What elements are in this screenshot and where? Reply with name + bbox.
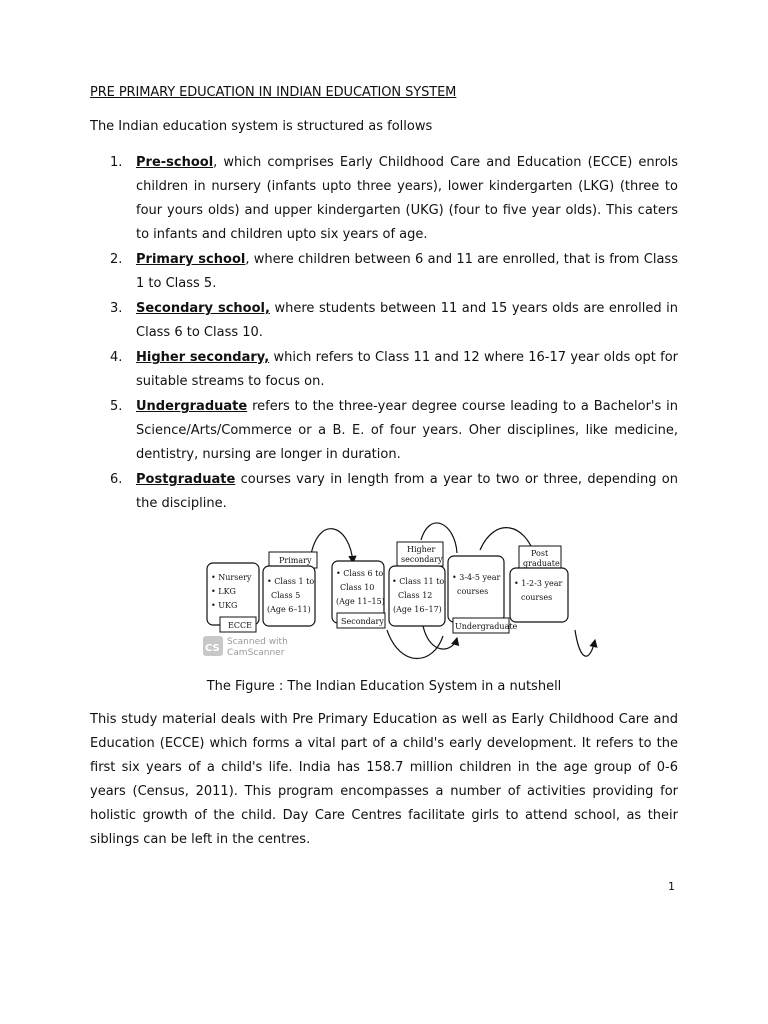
secondary-tag: Secondary bbox=[341, 617, 384, 626]
higher-line: (Age 16–17) bbox=[393, 605, 442, 614]
arc-arrow bbox=[387, 630, 443, 659]
page-number: 1 bbox=[668, 880, 675, 893]
list-number: 4. bbox=[110, 350, 123, 365]
undergraduate-line: • 3-4-5 year bbox=[452, 573, 501, 582]
list-item bbox=[110, 346, 678, 394]
list-text: refers to the three-year degree course leading to a Bachelor's in Science/Arts/Commerce or a B. E. of four years. Oher disciplines, like medicine, dentistry, nursing are longer in duration. bbox=[136, 399, 678, 462]
list-term: Secondary school, bbox=[136, 301, 270, 316]
ecce-tag: ECCE bbox=[228, 621, 252, 630]
postgraduate-line: • 1-2-3 year bbox=[514, 579, 563, 588]
higher-line: Class 12 bbox=[398, 591, 433, 600]
undergraduate-line: courses bbox=[457, 587, 489, 596]
secondary-line: (Age 11–15) bbox=[336, 597, 385, 606]
list-item bbox=[110, 297, 678, 345]
list-number: 5. bbox=[110, 399, 123, 414]
higher-line: • Class 11 to bbox=[392, 577, 445, 586]
primary-line: • Class 1 to bbox=[267, 577, 315, 586]
list-term: Pre-school bbox=[136, 155, 214, 170]
list-term: Undergraduate bbox=[136, 399, 248, 414]
list-number: 3. bbox=[110, 301, 123, 316]
list-number: 1. bbox=[110, 155, 123, 170]
figure-caption: The Figure : The Indian Education System in a nutshell bbox=[206, 679, 562, 694]
list-term: Higher secondary, bbox=[136, 350, 270, 365]
list-term: Primary school bbox=[136, 252, 246, 267]
ecce-line: • Nursery bbox=[211, 573, 252, 582]
intro-text: The Indian education system is structured as follows bbox=[90, 119, 433, 134]
list-text: , which comprises Early Childhood Care and Education (ECCE) enrols children in nursery (infants upto three years), lower kindergarten (LKG) (three to four yours olds) and upper kindergarten (UKG) (four to five year olds). This caters to infants and children upto six years of age. bbox=[136, 155, 678, 242]
postgraduate-line: courses bbox=[521, 593, 553, 602]
primary-line: Class 5 bbox=[271, 591, 301, 600]
list-number: 2. bbox=[110, 252, 123, 267]
list-text: which refers to Class 11 and 12 where 16-17 year olds opt for suitable streams to focus on. bbox=[136, 350, 678, 389]
watermark-text: CamScanner bbox=[227, 648, 285, 658]
watermark-logo: CS bbox=[205, 643, 220, 654]
list-item bbox=[110, 151, 678, 247]
undergraduate-tag: Undergraduate bbox=[455, 622, 518, 631]
education-stages-list bbox=[110, 151, 678, 517]
education-system-figure bbox=[195, 518, 695, 668]
watermark-text: Scanned with bbox=[227, 637, 288, 647]
list-item bbox=[110, 468, 678, 516]
secondary-line: • Class 6 to bbox=[336, 569, 384, 578]
list-item bbox=[110, 248, 678, 296]
primary-line: (Age 6–11) bbox=[267, 605, 311, 614]
list-term: Postgraduate bbox=[136, 472, 236, 487]
list-text: courses vary in length from a year to two or three, depending on the discipline. bbox=[136, 472, 678, 511]
ecce-line: • UKG bbox=[211, 601, 238, 610]
list-text: , where children between 6 and 11 are enrolled, that is from Class 1 to Class 5. bbox=[136, 252, 678, 291]
list-number: 6. bbox=[110, 472, 123, 487]
arc-arrow bbox=[423, 626, 457, 649]
list-item bbox=[110, 395, 678, 467]
postgraduate-tag-line: graduate bbox=[523, 559, 560, 568]
list-text: where students between 11 and 15 years olds are enrolled in Class 6 to Class 10. bbox=[136, 301, 678, 340]
arc-arrow bbox=[575, 630, 595, 656]
secondary-line: Class 10 bbox=[340, 583, 375, 592]
body-paragraph: This study material deals with Pre Primary Education as well as Early Childhood Care and Education (ECCE) which forms a vital part of a child's early development. It refers to the first six years of a child's life. India has 158.7 million children in the age group of 0-6 years (Census, 2011). This program encompasses a number of activities providing for holistic growth of the child. Day Care Centres facilitate girls to attend school, as their siblings can be left in the centres. bbox=[90, 712, 678, 847]
higher-tag-line: Higher bbox=[407, 545, 436, 554]
postgraduate-tag-line: Post bbox=[531, 549, 549, 558]
page-title: PRE PRIMARY EDUCATION IN INDIAN EDUCATION SYSTEM bbox=[90, 85, 457, 100]
primary-tag: Primary bbox=[279, 556, 312, 565]
higher-tag-line: secondary bbox=[401, 555, 443, 564]
ecce-line: • LKG bbox=[211, 587, 236, 596]
